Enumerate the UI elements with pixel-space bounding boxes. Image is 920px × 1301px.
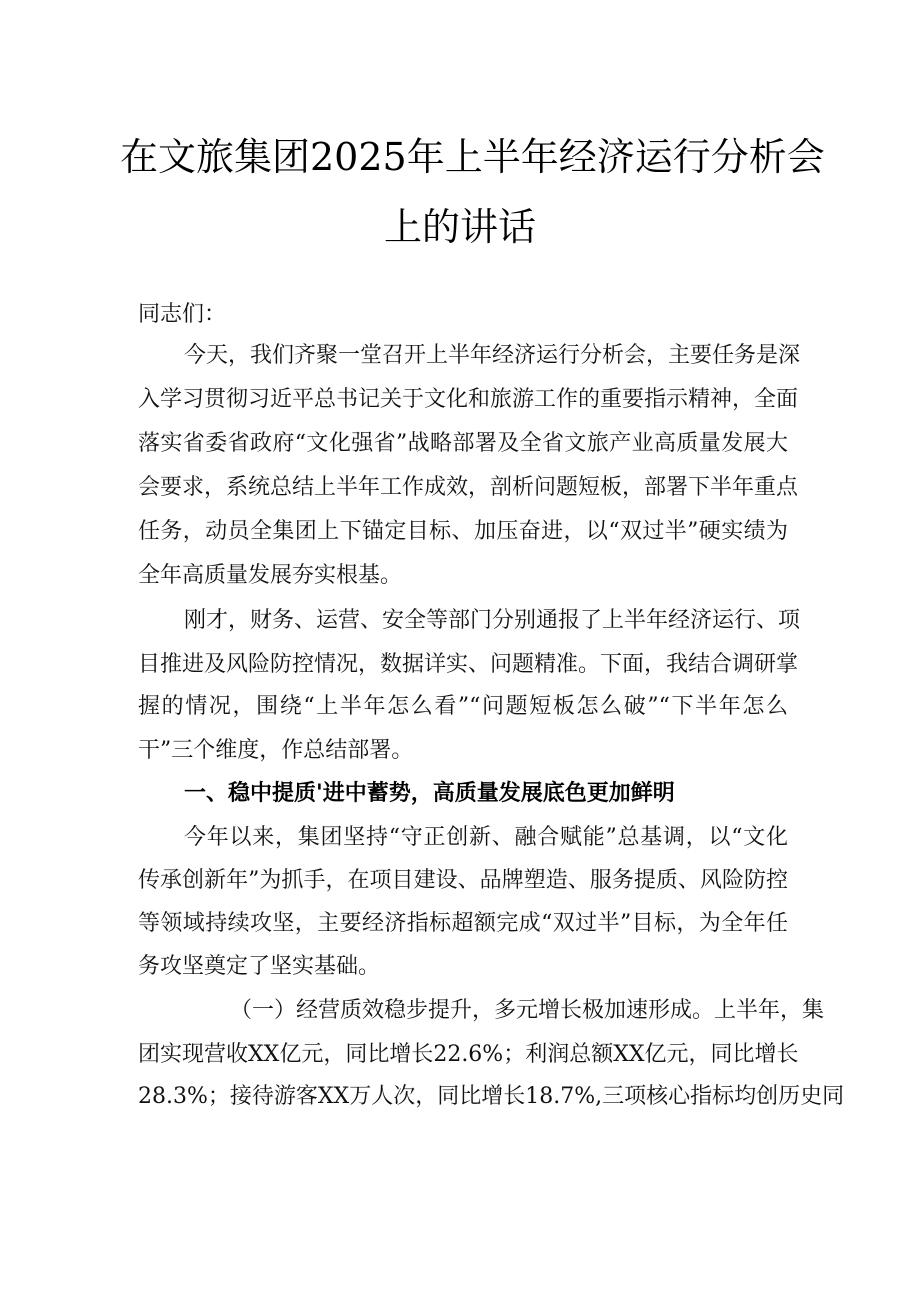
- section-1-paragraph-line: 今年以来，集团坚持“守正创新、融合赋能”总基调，以“文化: [184, 825, 788, 850]
- paragraph-1-line: 全年高质量发展夯实根基。: [138, 563, 403, 588]
- paragraph-1-line: 今天，我们齐聚一堂召开上半年经济运行分析会，主要任务是深: [184, 343, 801, 368]
- paragraph-2-line: 握的情况，围绕“上半年怎么看”“问题短板怎么破”“下半年怎么: [138, 694, 788, 719]
- subsection-1-line: （一）经营质效稳步提升，多元增长极加速形成。上半年，集: [230, 998, 825, 1023]
- document-title-line-1: 在文旅集团2025年上半年经济运行分析会: [120, 135, 825, 179]
- paragraph-1-line: 会要求，系统总结上半年工作成效，剖析问题短板，部署下半年重点: [138, 475, 799, 500]
- section-1-paragraph-line: 传承创新年”为抓手，在项目建设、品牌塑造、服务提质、风险防控: [138, 868, 788, 893]
- paragraph-2-line: 刚才，财务、运营、安全等部门分别通报了上半年经济运行、项: [184, 608, 801, 633]
- paragraph-1-line: 任务，动员全集团上下锚定目标、加压奋进，以“双过半”硬实绩为: [138, 519, 788, 544]
- section-1-paragraph-line: 等领域持续攻坚，主要经济指标超额完成“双过半”目标，为全年任: [138, 911, 788, 936]
- paragraph-2-line: 目推进及风险防控情况，数据详实、问题精准。下面，我结合调研掌: [138, 652, 799, 677]
- document-title-line-2: 上的讲话: [383, 205, 536, 249]
- section-1-paragraph-line: 务攻坚奠定了坚实基础。: [138, 954, 381, 979]
- paragraph-2-line: 干”三个维度，作总结部署。: [138, 738, 414, 763]
- salutation: 同志们：: [138, 302, 227, 327]
- paragraph-1-line: 入学习贯彻习近平总书记关于文化和旅游工作的重要指示精神，全面: [138, 387, 799, 412]
- subsection-1-line: 28.3%；接待游客XX万人次，同比增长18.7%,三项核心指标均创历史同: [138, 1084, 845, 1109]
- paragraph-1-line: 落实省委省政府“文化强省”战略部署及全省文旅产业高质量发展大: [138, 431, 788, 456]
- subsection-1-line: 团实现营收XX亿元，同比增长22.6%；利润总额XX亿元，同比增长: [138, 1042, 799, 1067]
- section-1-heading: 一、稳中提质'进中蓄势，高质量发展底色更加鲜明: [184, 781, 675, 806]
